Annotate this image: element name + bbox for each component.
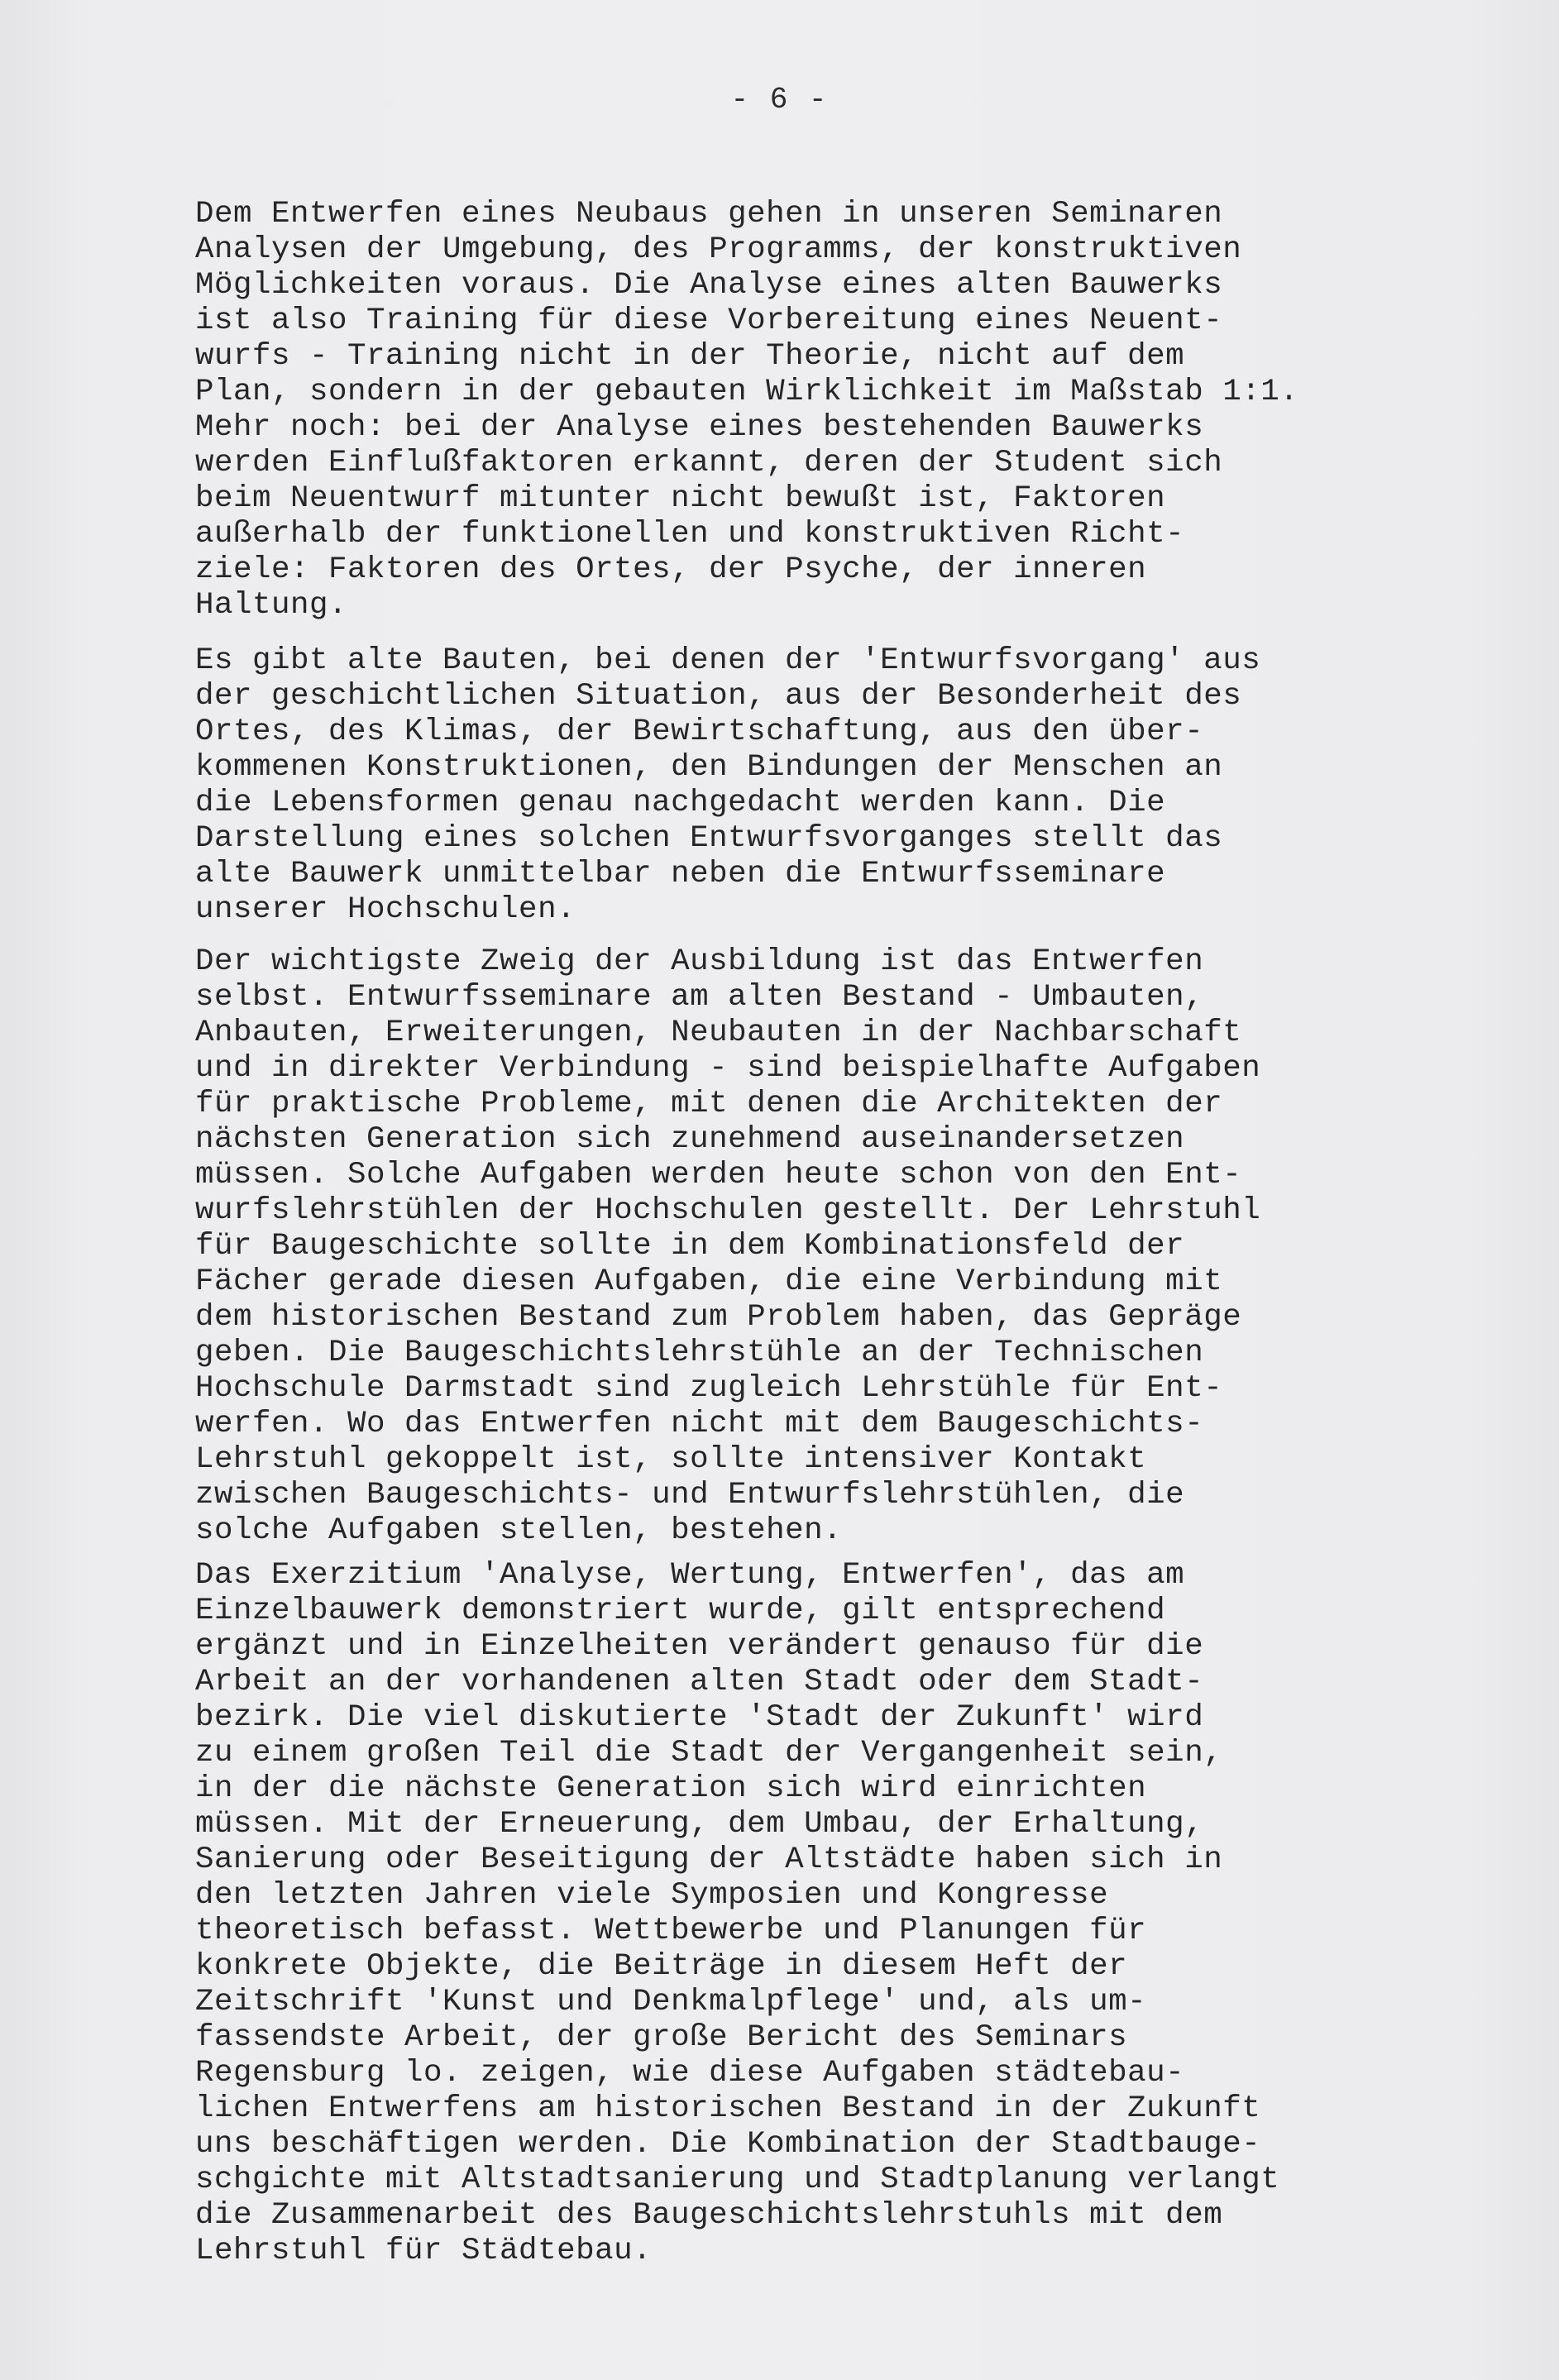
text-line: Ortes, des Klimas, der Bewirtschaftung, aus den über-: [195, 714, 1204, 749]
text-line: selbst. Entwurfsseminare am alten Bestand - Umbauten,: [195, 980, 1204, 1015]
text-line: solche Aufgaben stellen, bestehen.: [195, 1513, 843, 1548]
text-line: Plan, sondern in der gebauten Wirklichkeit im Maßstab 1:1.: [195, 375, 1299, 409]
text-line: wurfslehrstühlen der Hochschulen gestellt. Der Lehrstuhl: [195, 1193, 1261, 1228]
text-line: Haltung.: [195, 588, 348, 623]
text-line: kommenen Konstruktionen, den Bindungen der Menschen an: [195, 750, 1223, 785]
text-line: fassendste Arbeit, der große Bericht des Seminars: [195, 2020, 1128, 2055]
text-line: schgichte mit Altstadtsanierung und Stadtplanung verlangt: [195, 2163, 1280, 2197]
text-line: die Zusammenarbeit des Baugeschichtslehrstuhls mit dem: [195, 2198, 1223, 2233]
text-line: die Lebensformen genau nachgedacht werden kann. Die: [195, 786, 1166, 820]
text-line: dem historischen Bestand zum Problem haben, das Gepräge: [195, 1300, 1242, 1335]
text-line: Sanierung oder Beseitigung der Altstädte haben sich in: [195, 1842, 1223, 1877]
text-line: werden Einflußfaktoren erkannt, deren der Student sich: [195, 446, 1223, 480]
text-line: Fächer gerade diesen Aufgaben, die eine Verbindung mit: [195, 1264, 1223, 1299]
text-line: konkrete Objekte, die Beiträge in diesem Heft der: [195, 1949, 1128, 1984]
text-line: und in direkter Verbindung - sind beispielhafte Aufgaben: [195, 1051, 1261, 1086]
text-line: ergänzt und in Einzelheiten verändert genauso für die: [195, 1629, 1204, 1664]
text-line: den letzten Jahren viele Symposien und Kongresse: [195, 1878, 1109, 1913]
text-line: alte Bauwerk unmittelbar neben die Entwurfsseminare: [195, 857, 1166, 891]
text-line: Das Exerzitium 'Analyse, Wertung, Entwerfen', das am: [195, 1558, 1185, 1593]
text-line: Der wichtigste Zweig der Ausbildung ist das Entwerfen: [195, 944, 1204, 979]
text-line: der geschichtlichen Situation, aus der Besonderheit des: [195, 679, 1242, 714]
paragraph-4: [195, 1558, 1461, 2269]
text-line: zu einem großen Teil die Stadt der Vergangenheit sein,: [195, 1736, 1223, 1771]
text-line: Darstellung eines solchen Entwurfsvorganges stellt das: [195, 821, 1223, 856]
text-line: ziele: Faktoren des Ortes, der Psyche, der inneren: [195, 552, 1147, 587]
text-line: Hochschule Darmstadt sind zugleich Lehrstühle für Ent-: [195, 1371, 1223, 1406]
paragraph-2: [195, 643, 1461, 928]
text-line: Regensburg lo. zeigen, wie diese Aufgaben städtebau-: [195, 2056, 1185, 2091]
text-line: Zeitschrift 'Kunst und Denkmalpflege' und, als um-: [195, 1985, 1147, 2019]
text-line: Anbauten, Erweiterungen, Neubauten in der Nachbarschaft: [195, 1016, 1242, 1050]
text-line: werfen. Wo das Entwerfen nicht mit dem Baugeschichts-: [195, 1407, 1204, 1441]
text-line: beim Neuentwurf mitunter nicht bewußt ist, Faktoren: [195, 481, 1166, 516]
text-line: nächsten Generation sich zunehmend auseinandersetzen: [195, 1122, 1185, 1157]
text-line: Lehrstuhl für Städtebau.: [195, 2234, 653, 2268]
text-line: in der die nächste Generation sich wird einrichten: [195, 1771, 1147, 1806]
text-line: Einzelbauwerk demonstriert wurde, gilt entsprechend: [195, 1594, 1166, 1628]
text-line: Dem Entwerfen eines Neubaus gehen in unseren Seminaren: [195, 197, 1223, 232]
text-line: müssen. Mit der Erneuerung, dem Umbau, der Erhaltung,: [195, 1807, 1204, 1842]
text-line: Analysen der Umgebung, des Programms, der konstruktiven: [195, 232, 1242, 267]
text-line: ist also Training für diese Vorbereitung eines Neuent-: [195, 303, 1223, 338]
text-line: bezirk. Die viel diskutierte 'Stadt der Zukunft' wird: [195, 1700, 1204, 1735]
text-line: unserer Hochschulen.: [195, 892, 576, 927]
text-line: Mehr noch: bei der Analyse eines bestehenden Bauwerks: [195, 410, 1204, 445]
paragraph-1: [195, 197, 1461, 624]
paragraph-3: [195, 944, 1461, 1549]
text-line: müssen. Solche Aufgaben werden heute schon von den Ent-: [195, 1158, 1242, 1192]
text-line: geben. Die Baugeschichtslehrstühle an der Technischen: [195, 1336, 1204, 1370]
text-line: uns beschäftigen werden. Die Kombination der Stadtbauge-: [195, 2127, 1261, 2162]
text-line: lichen Entwerfens am historischen Bestand in der Zukunft: [195, 2091, 1261, 2126]
page-number: - 6 -: [730, 83, 829, 117]
text-line: theoretisch befasst. Wettbewerbe und Planungen für: [195, 1914, 1147, 1948]
text-line: für praktische Probleme, mit denen die Architekten der: [195, 1087, 1223, 1121]
text-line: Lehrstuhl gekoppelt ist, sollte intensiver Kontakt: [195, 1442, 1147, 1477]
text-line: Arbeit an der vorhandenen alten Stadt oder dem Stadt-: [195, 1665, 1204, 1699]
text-line: Es gibt alte Bauten, bei denen der 'Entwurfsvorgang' aus: [195, 643, 1261, 678]
text-line: zwischen Baugeschichts- und Entwurfslehrstühlen, die: [195, 1478, 1185, 1513]
text-line: für Baugeschichte sollte in dem Kombinationsfeld der: [195, 1229, 1185, 1264]
text-line: außerhalb der funktionellen und konstruktiven Richt-: [195, 517, 1185, 552]
text-line: wurfs - Training nicht in der Theorie, nicht auf dem: [195, 339, 1185, 374]
text-line: Möglichkeiten voraus. Die Analyse eines alten Bauwerks: [195, 268, 1223, 303]
